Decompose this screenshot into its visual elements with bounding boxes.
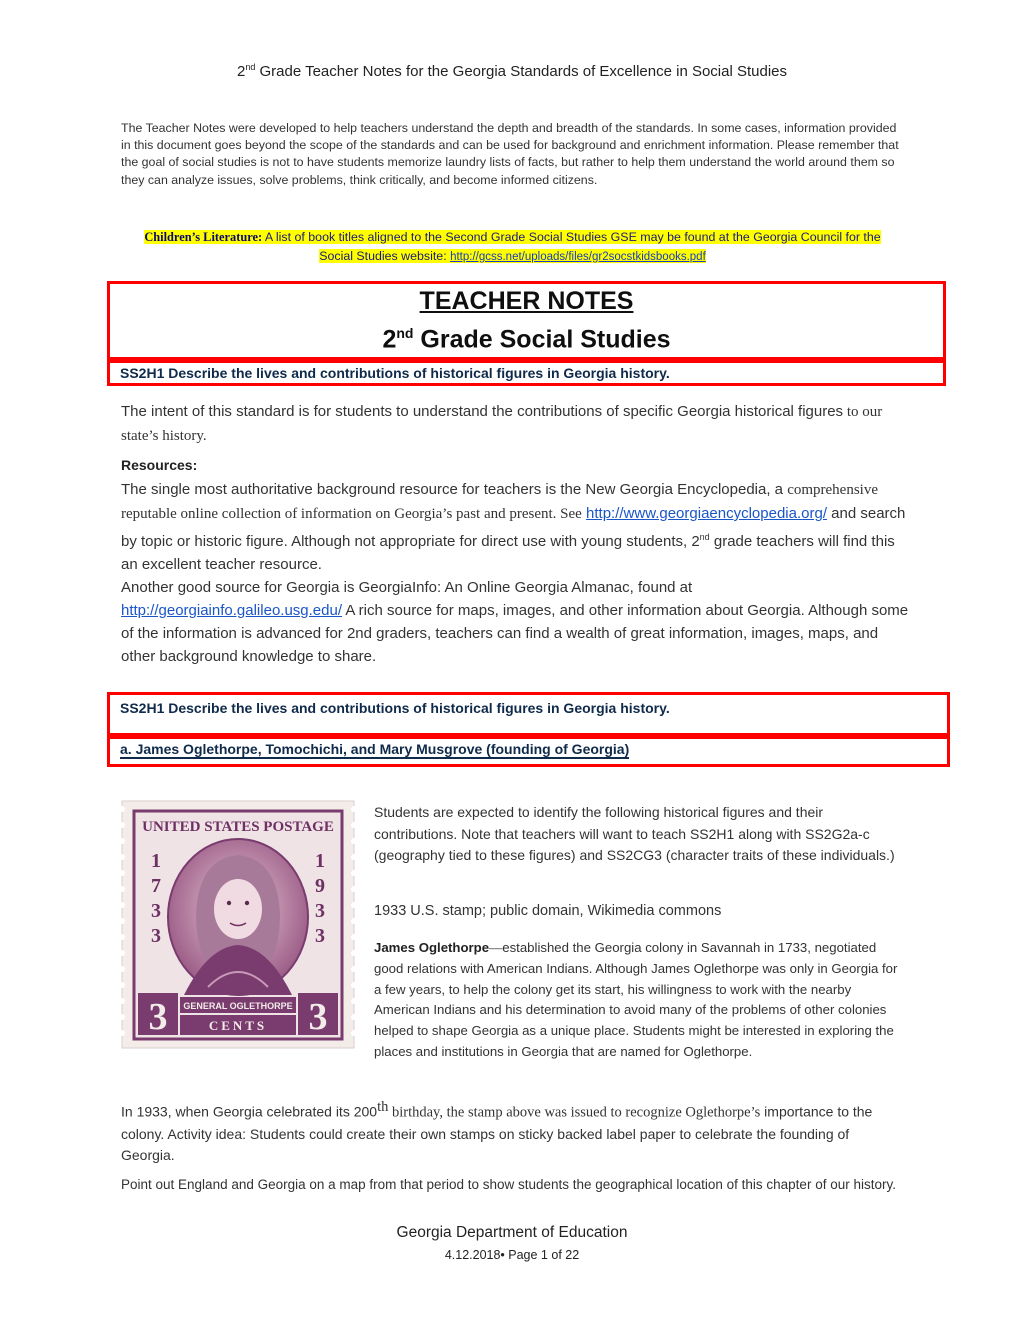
oglethorpe-stamp-image (118, 797, 358, 1052)
literature-label: Children’s Literature: (144, 230, 263, 244)
stamp-value-right: 3 (308, 996, 328, 1038)
year-right-digit: 9 (315, 875, 325, 897)
footer-department: Georgia Department of Education (396, 1224, 628, 1241)
stamp-name-plate: GENERAL OGLETHORPE (183, 1001, 293, 1011)
year-left-digit: 3 (151, 925, 161, 947)
element-heading: a. James Oglethorpe, Tomochichi, and Mary Musgrove (founding of Georgia) (120, 741, 630, 757)
literature-link[interactable]: http://gcss.net/uploads/files/gr2socstkidsbooks.pdf (450, 251, 706, 263)
georgiainfo-link[interactable]: http://georgiainfo.galileo.usg.edu/ (121, 602, 342, 619)
map-activity-paragraph: Point out England and Georgia on a map from that period to show students the geographical location of this chapter of our history. (121, 1177, 896, 1192)
oglethorpe-paragraph: James Oglethorpe—established the Georgia colony in Savannah in 1733, negotiated good relations with American Indians. Although James Oglethorpe was only in Georgia for a few years, to help the colony get its start, his willingness to work with the nearby American Indians and his determination to avoid many of the problems of other colonies helped to shape Georgia as a unique place. Students might be interested in exploring the places and institutions in Georgia that are named for Oglethorpe. (374, 940, 898, 1059)
standard-heading: SS2H1 Describe the lives and contributions of historical figures in Georgia history. (120, 365, 670, 381)
intent-paragraph: The intent of this standard is for students to understand the contributions of specific Georgia historical figures to our state’s history. (121, 403, 883, 444)
stamp-caption: 1933 U.S. stamp; public domain, Wikimedia commons (374, 903, 722, 919)
year-left-digit: 1 (151, 850, 161, 872)
page-title: TEACHER NOTES (419, 287, 634, 315)
childrens-literature-note (140, 228, 885, 267)
year-right-digit: 3 (315, 925, 325, 947)
page-header: 2nd Grade Teacher Notes for the Georgia Standards of Excellence in Social Studies (236, 62, 788, 80)
stamp-1933-paragraph: In 1933, when Georgia celebrated its 200th birthday, the stamp above was issued to recognize Oglethorpe’s importance to the colony. Activity idea: Students could create their own stamps on sticky backed label paper to celebrate the founding of Georgia. (121, 1099, 873, 1163)
year-right-digit: 3 (315, 900, 325, 922)
resources-paragraph: The single most authoritative background resource for teachers is the New Georgia Encyclopedia, a comprehensive reputable online collection of information on Georgia’s past and present. See http://www.georgiaencyclopedia.org/ and search by topic or historic figure. Although not appropriate for direct use with young students, 2nd grade teachers will find this an excellent teacher resource. Another good source for Georgia is GeorgiaInfo: An Online Georgia Almanac, found at http://georgiainfo.galileo.usg.edu/ A rich source for maps, images, and other information about Georgia. Although some of the information is advanced for 2nd graders, teachers can find a wealth of great information, images, maps, and other background knowledge to share. (121, 481, 909, 665)
footer-page-number: 4.12.2018• Page 1 of 22 (444, 1248, 580, 1262)
standard-heading-2: SS2H1 Describe the lives and contributions of historical figures in Georgia history. (120, 700, 670, 716)
stamp-value-left: 3 (148, 996, 168, 1038)
encyclopedia-link[interactable]: http://www.georgiaencyclopedia.org/ (586, 505, 827, 522)
figures-intro-paragraph: Students are expected to identify the following historical figures and their contributions. Note that teachers will want to teach SS2H1 along with SS2G2a-c (geography tied to these figures) and SS2CG3 (character traits of these individuals.) (374, 804, 895, 863)
year-left-digit: 7 (151, 875, 161, 897)
intro-paragraph: The Teacher Notes were developed to help teachers understand the depth and breadth of the standards. In some cases, information provided in this document goes beyond the scope of the standards and can be used for background and enrichment information. Please remember that the goal of social studies is not to have students memorize laundry lists of facts, but rather to help them understand the world around them so they can analyze issues, solve problems, think critically, and become informed citizens. (121, 121, 899, 187)
year-right-digit: 1 (315, 850, 325, 872)
stamp-cents: CENTS (208, 1018, 268, 1033)
page-subtitle: 2nd Grade Social Studies (382, 325, 671, 354)
resources-heading: Resources: (121, 457, 198, 473)
year-left-digit: 3 (151, 900, 161, 922)
literature-text: A list of book titles aligned to the Second Grade Social Studies GSE may be found at the Georgia Council for the Social Studies website: (262, 230, 881, 263)
stamp-top-text: UNITED STATES POSTAGE (142, 819, 334, 835)
